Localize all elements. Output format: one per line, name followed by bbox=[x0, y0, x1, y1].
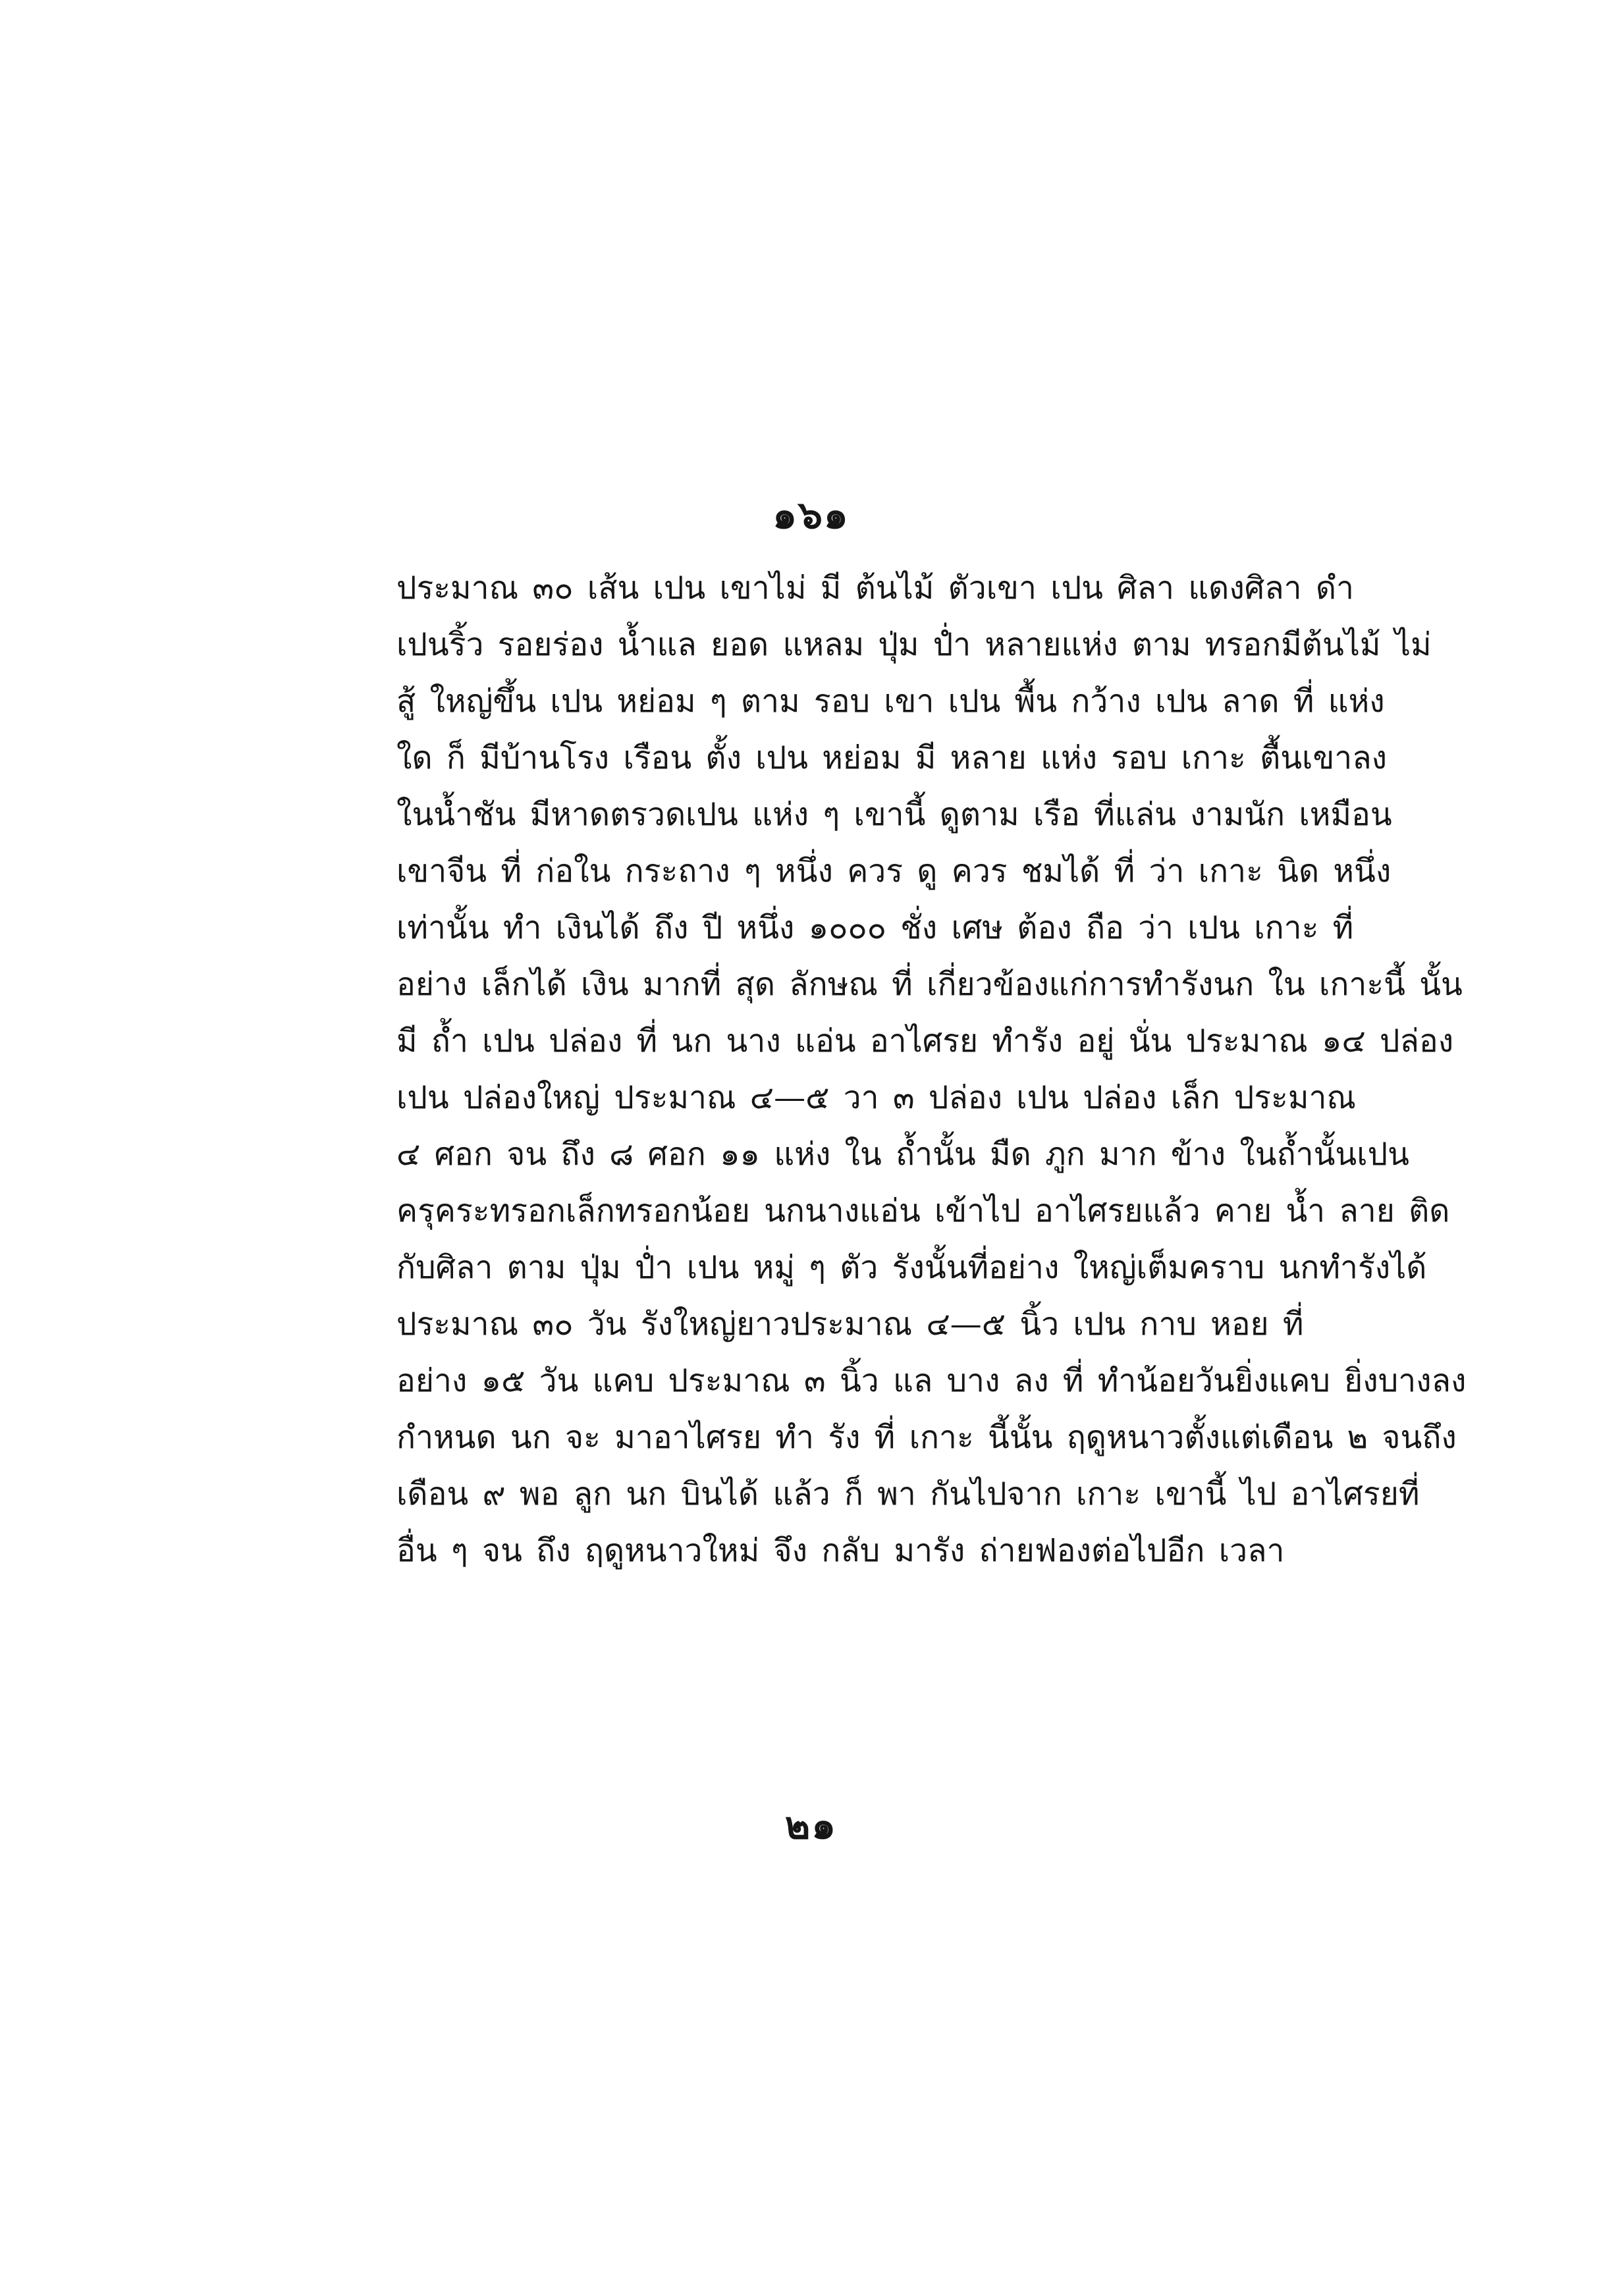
text-line-1: ประมาณ ๓๐ เส้น เปน เขาไม่ มี ต้นไม้ ตัวเขา เปน ศิลา แดงศิลา ดำ bbox=[396, 570, 1354, 606]
text-line-8: อย่าง เล็กได้ เงิน มากที่ สุด ลักษณ ที่ เกี่ยวข้องแก่การทำรังนก ใน เกาะนี้ นั้น bbox=[396, 966, 1463, 1003]
text-line-3: สู้ ใหญ่ขึ้น เปน หย่อม ๆ ตาม รอบ เขา เปน พื้น กว้าง เปน ลาด ที่ แห่ง bbox=[396, 683, 1385, 720]
text-line-16: กำหนด นก จะ มาอาไศรย ทำ รัง ที่ เกาะ นี้นั้น ฤดูหนาวตั้งแต่เดือน ๒ จนถึง bbox=[396, 1419, 1457, 1456]
text-line-2: เปนริ้ว รอยร่อง น้ำแล ยอด แหลม ปุ่ม ป่ำ หลายแห่ง ตาม ทรอกมีต้นไม้ ไม่ bbox=[396, 626, 1432, 663]
text-line-11: ๔ ศอก จน ถึง ๘ ศอก ๑๑ แห่ง ใน ถ้ำนั้น มืด ภูก มาก ข้าง ในถ้ำนั้นเปน bbox=[396, 1136, 1409, 1173]
text-line-6: เขาจีน ที่ ก่อใน กระถาง ๆ หนึ่ง ควร ดู ควร ชมได้ ที่ ว่า เกาะ นิด หนึ่ง bbox=[396, 853, 1392, 890]
text-line-18: อื่น ๆ จน ถึง ฤดูหนาวใหม่ จึง กลับ มารัง ถ่ายฟองต่อไปอีก เวลา bbox=[396, 1532, 1285, 1569]
page-number-bottom: ๒๑ bbox=[784, 1803, 838, 1848]
text-line-9: มี ถ้ำ เปน ปล่อง ที่ นก นาง แอ่น อาไศรย ทำรัง อยู่ นั่น ประมาณ ๑๔ ปล่อง bbox=[396, 1023, 1454, 1059]
text-line-14: ประมาณ ๓๐ วัน รังใหญ่ยาวประมาณ ๔—๕ นิ้ว เปน กาบ หอย ที่ bbox=[396, 1306, 1304, 1343]
text-line-15: อย่าง ๑๕ วัน แคบ ประมาณ ๓ นิ้ว แล บาง ลง ที่ ทำน้อยวันยิ่งแคบ ยิ่งบางลง bbox=[396, 1362, 1467, 1399]
text-line-17: เดือน ๙ พอ ลูก นก บินได้ แล้ว ก็ พา กันไปจาก เกาะ เขานี้ ไป อาไศรยที่ bbox=[396, 1476, 1420, 1512]
text-line-12: ครุคระทรอกเล็กทรอกน้อย นกนางแอ่น เข้าไป อาไศรยแล้ว คาย น้ำ ลาย ติด bbox=[396, 1192, 1450, 1229]
page-number-top: ๑๖๑ bbox=[772, 493, 850, 537]
text-line-10: เปน ปล่องใหญ่ ประมาณ ๔—๕ วา ๓ ปล่อง เปน ปล่อง เล็ก ประมาณ bbox=[396, 1079, 1356, 1116]
text-line-4: ใด ก็ มีบ้านโรง เรือน ตั้ง เปน หย่อม มี หลาย แห่ง รอบ เกาะ ตื้นเขาลง bbox=[396, 739, 1388, 776]
body-text bbox=[396, 560, 1467, 1579]
text-line-5: ในน้ำชัน มีหาดตรวดเปน แห่ง ๆ เขานี้ ดูตาม เรือ ที่แล่น งามนัก เหมือน bbox=[396, 796, 1392, 833]
text-line-7: เท่านั้น ทำ เงินได้ ถึง ปี หนึ่ง ๑๐๐๐ ชั่ง เศษ ต้อง ถือ ว่า เปน เกาะ ที่ bbox=[396, 909, 1354, 946]
text-line-13: กับศิลา ตาม ปุ่ม ป่ำ เปน หมู่ ๆ ตัว รังนั้นที่อย่าง ใหญ่เต็มคราบ นกทำรังได้ bbox=[396, 1249, 1427, 1286]
